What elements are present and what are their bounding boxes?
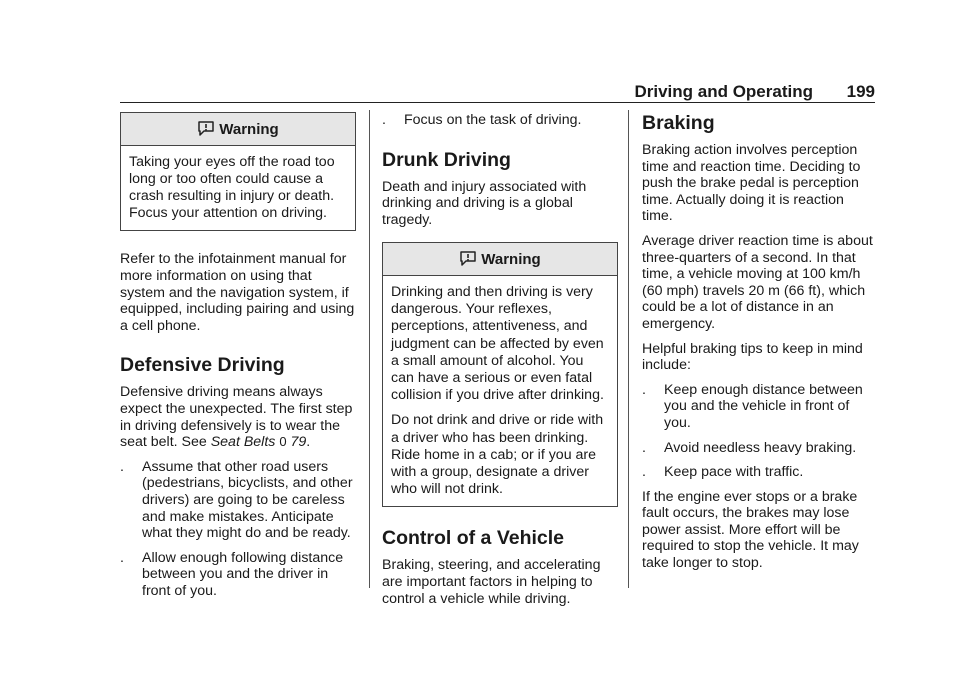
- section-heading: Braking: [642, 112, 715, 134]
- warning-icon: [459, 250, 477, 266]
- warning-text: Drinking and then driving is very dangerous. Your reflexes, perceptions, attentiveness, and judgment can be affected by even a small amount of alcohol. You can have a serious or even fatal collision if you drive after drinking.: [391, 283, 604, 404]
- list-item: . Keep pace with traffic.: [642, 464, 804, 481]
- paragraph: Average driver reaction time is about three-quarters of a second. In that time, a vehicle moving at 100 km/h (60 mph) travels 20 m (66 ft), which could be a lot of distance in an emergency.: [642, 232, 873, 332]
- warning-body: [383, 276, 617, 506]
- list-item: . Assume that other road users (pedestrians, bicyclists, and other drivers) are going to be careless and make mistakes. Anticipate what they might do and be ready.: [120, 458, 353, 542]
- bullet-icon: .: [642, 381, 646, 398]
- list-item: . Keep enough distance between you and the vehicle in front of you.: [642, 381, 863, 431]
- column-divider: [628, 110, 629, 588]
- bullet-icon: .: [642, 439, 646, 456]
- paragraph: Braking action involves perception time and reaction time. Deciding to push the brake pedal is perception time. Actually doing it is reaction time.: [642, 142, 861, 225]
- warning-title: Warning: [219, 121, 279, 138]
- warning-header: [383, 243, 617, 276]
- column-middle: [382, 112, 618, 615]
- bullet-icon: .: [382, 112, 386, 128]
- section-heading: Control of a Vehicle: [382, 527, 565, 550]
- column-divider: [369, 110, 370, 588]
- paragraph: Defensive driving means always expect the unexpected. The first step in driving defensively is to wear the seat belt. See Seat Belts 0 79.: [120, 384, 353, 451]
- warning-title: Warning: [481, 251, 541, 269]
- warning-body: [121, 146, 355, 231]
- paragraph: Braking, steering, and accelerating are important factors in helping to control a vehicle while driving.: [382, 557, 601, 607]
- warning-icon: [197, 120, 215, 136]
- warning-text: Do not drink and drive or ride with a driver who has been drinking. Ride home in a cab; or if you are with a group, designate a driver who will not drink.: [391, 412, 604, 498]
- bullet-icon: .: [120, 549, 124, 566]
- cross-reference-link[interactable]: Seat Belts: [210, 434, 276, 451]
- warning-box: [382, 242, 618, 507]
- column-right: [642, 112, 878, 580]
- warning-header: [121, 113, 355, 146]
- page-header: [120, 82, 875, 104]
- paragraph: Death and injury associated with drinking and driving is a global tragedy.: [382, 178, 587, 228]
- section-title: Driving and Operating: [634, 82, 813, 101]
- warning-text: Taking your eyes off the road too long or too often could cause a crash resulting in injury or death. Focus your attention on driving.: [129, 153, 335, 222]
- bullet-icon: .: [642, 464, 646, 481]
- section-heading: Drunk Driving: [382, 148, 511, 171]
- page-number: 199: [846, 82, 875, 101]
- paragraph: If the engine ever stops or a brake fault occurs, the brakes may lose power assist. More effort will be required to stop the vehicle. It may take longer to stop.: [642, 488, 859, 572]
- list-item: . Avoid needless heavy braking.: [642, 439, 857, 456]
- list-item: . Focus on the task of driving.: [382, 112, 582, 128]
- bullet-icon: .: [120, 458, 124, 475]
- column-left: [120, 112, 356, 608]
- paragraph: Refer to the infotainment manual for more information on using that system and the navigation system, if equipped, including pairing and using a cell phone.: [120, 251, 355, 334]
- list-item: . Allow enough following distance between you and the driver in front of you.: [120, 549, 344, 599]
- paragraph: Helpful braking tips to keep in mind include:: [642, 340, 863, 374]
- warning-box: [120, 112, 356, 231]
- section-heading: Defensive Driving: [120, 354, 285, 377]
- page-ref-arrow-icon: 0: [279, 434, 287, 450]
- header-rule: [120, 102, 875, 103]
